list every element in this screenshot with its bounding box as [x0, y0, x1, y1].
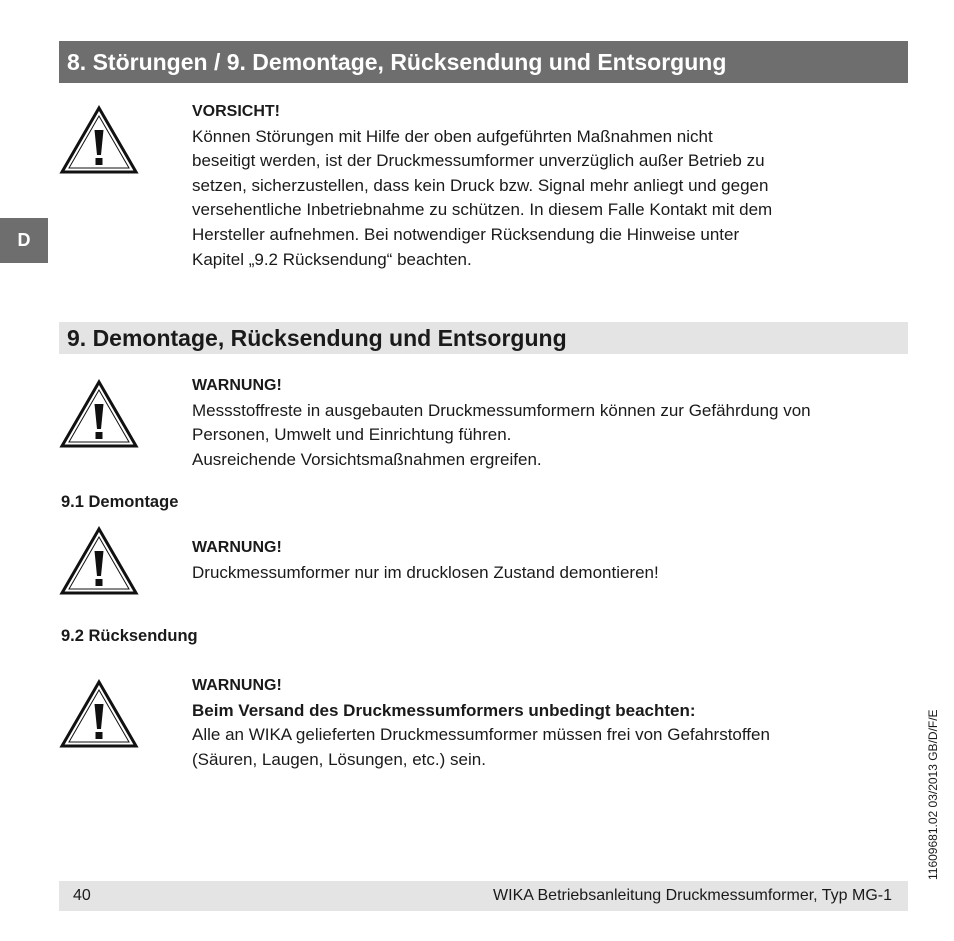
warning-bold-line: Beim Versand des Druckmessumformers unbedingt beachten: — [192, 700, 696, 720]
warning-line: Ausreichende Vorsichtsmaßnahmen ergreifen. — [192, 449, 542, 469]
caution-line: beseitigt werden, ist der Druckmessumformer unverzüglich außer Betrieb zu — [192, 151, 765, 171]
caution-block — [192, 100, 772, 272]
document-code: 11609681.02 03/2013 GB/D/F/E — [926, 709, 940, 880]
warning-triangle-icon — [59, 679, 139, 749]
page-header: 8. Störungen / 9. Demontage, Rücksendung und Entsorgung — [59, 41, 908, 83]
caution-title: VORSICHT! — [192, 103, 280, 120]
warning-triangle-icon — [59, 105, 139, 175]
warning-title: WARNUNG! — [192, 377, 282, 394]
warning-line: (Säuren, Laugen, Lösungen, etc.) sein. — [192, 749, 486, 769]
warning-triangle-icon — [59, 526, 139, 596]
caution-line: Können Störungen mit Hilfe der oben aufgeführten Maßnahmen nicht — [192, 126, 713, 146]
warning-title: WARNUNG! — [192, 539, 282, 556]
caution-line: versehentliche Inbetriebnahme zu schützen. In diesem Falle Kontakt mit dem — [192, 200, 773, 220]
warning-block-1 — [192, 374, 811, 472]
warning-title: WARNUNG! — [192, 677, 282, 694]
page-number: 40 — [73, 887, 91, 904]
section-9-header: 9. Demontage, Rücksendung und Entsorgung — [59, 322, 908, 354]
language-tab: D — [0, 218, 48, 263]
subsection-9-1-heading: 9.1 Demontage — [61, 493, 179, 511]
warning-line: Druckmessumformer nur im drucklosen Zustand demontieren! — [192, 562, 659, 582]
warning-triangle-icon — [59, 379, 139, 449]
warning-line: Personen, Umwelt und Einrichtung führen. — [192, 425, 512, 445]
warning-line: Alle an WIKA gelieferten Druckmessumformer müssen frei von Gefahrstoffen — [192, 725, 770, 745]
caution-line: setzen, sicherzustellen, dass kein Druck bzw. Signal mehr anliegt und gegen — [192, 175, 769, 195]
warning-block-3 — [192, 674, 770, 772]
warning-line: Messstoffreste in ausgebauten Druckmessumformern können zur Gefährdung von — [192, 400, 811, 420]
footer-title: WIKA Betriebsanleitung Druckmessumformer, Typ MG-1 — [493, 887, 892, 904]
caution-line: Hersteller aufnehmen. Bei notwendiger Rücksendung die Hinweise unter — [192, 224, 740, 244]
subsection-9-2-heading: 9.2 Rücksendung — [61, 627, 198, 645]
caution-line: Kapitel „9.2 Rücksendung“ beachten. — [192, 249, 472, 269]
page-footer — [59, 881, 908, 911]
warning-block-2 — [192, 536, 659, 585]
